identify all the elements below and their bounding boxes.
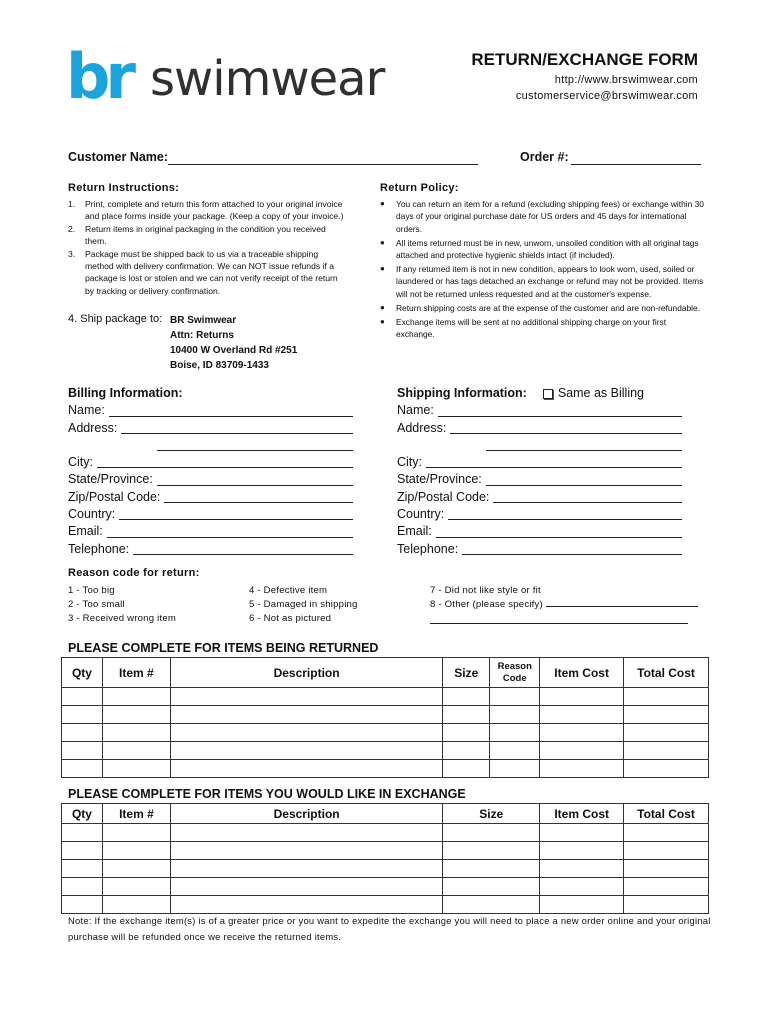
return-address (170, 313, 330, 373)
customer-name-label: Customer Name: (68, 150, 169, 164)
logo-br-mark: br (66, 40, 131, 113)
exchange-items-table (61, 803, 709, 914)
column-header: Description (170, 804, 443, 824)
table-cell-input[interactable] (62, 878, 103, 896)
returned-items-title: PLEASE COMPLETE FOR ITEMS BEING RETURNED (68, 641, 379, 655)
billing-address-field[interactable] (121, 433, 353, 434)
policy-text: All items returned must be in new, unworn, unsoiled condition with all original tags attached and protective hygienic shields intact (if included). (396, 237, 699, 261)
billing-field-row (68, 420, 353, 437)
column-header: Qty (62, 804, 103, 824)
billing-field-label: City: (68, 455, 93, 470)
instruction-item (68, 248, 348, 298)
column-header: Size (443, 658, 490, 688)
reason-code-column-2 (249, 584, 358, 627)
billing-state-province-field[interactable] (157, 485, 353, 486)
table-cell-input[interactable] (624, 860, 709, 878)
return-address-line: Boise, ID 83709-1433 (170, 360, 269, 371)
shipping-city-field[interactable] (426, 467, 682, 468)
table-cell-input[interactable] (443, 896, 540, 914)
bullet-icon: ● (380, 302, 385, 312)
reason-code-text: 4 - Defective item (249, 585, 328, 596)
instruction-number: 1. (68, 199, 76, 209)
table-cell-input[interactable] (624, 742, 709, 760)
reason-code-item (68, 612, 176, 626)
table-row (62, 842, 709, 860)
shipping-field-row (397, 402, 682, 419)
table-row (62, 824, 709, 842)
column-header: Reason Code (490, 658, 540, 688)
shipping-state-province-field[interactable] (486, 485, 682, 486)
shipping-field-row (397, 420, 682, 437)
table-cell-input[interactable] (170, 688, 443, 706)
column-header: Total Cost (624, 658, 709, 688)
table-row (62, 706, 709, 724)
table-cell-input[interactable] (102, 742, 170, 760)
table-cell-input[interactable] (443, 724, 490, 742)
table-row (62, 896, 709, 914)
column-header: Item Cost (540, 658, 624, 688)
ship-to-label: 4. Ship package to: (68, 313, 163, 325)
shipping-field-row (397, 471, 682, 488)
table-cell-input[interactable] (62, 860, 103, 878)
policy-text: Return shipping costs are at the expense of the customer and are non-refundable. (396, 302, 701, 313)
returned-items-table (61, 657, 709, 778)
table-cell-input[interactable] (540, 688, 624, 706)
billing-field-label: State/Province: (68, 472, 153, 487)
table-cell-input[interactable] (170, 742, 443, 760)
bullet-icon: ● (380, 264, 385, 274)
shipping-field-label: Country: (397, 507, 445, 522)
table-cell-input[interactable] (540, 742, 624, 760)
billing-field-row (68, 489, 353, 506)
reason-code-item (68, 598, 176, 612)
table-cell-input[interactable] (62, 706, 103, 724)
reason-code-item (430, 598, 710, 612)
reason-code-text: 5 - Damaged in shipping (249, 599, 358, 611)
reason-code-item (249, 584, 358, 598)
shipping-country-field[interactable] (448, 519, 682, 520)
return-instructions-title: Return Instructions: (68, 182, 180, 194)
table-cell-input[interactable] (490, 688, 540, 706)
table-cell-input[interactable] (490, 760, 540, 778)
column-header: Description (170, 658, 443, 688)
billing-field-row (68, 471, 353, 488)
policy-text: If any returned item is not in new condition, appears to look worn, used, soiled or laundered or has tags detached an exchange or refund may not be provided. Items will not be returned unless requested and at the customer's expense. (396, 264, 704, 299)
table-cell-input[interactable] (62, 842, 103, 860)
instruction-number: 3. (68, 248, 76, 259)
table-cell-input[interactable] (624, 824, 709, 842)
table-cell-input[interactable] (540, 824, 624, 842)
table-row (62, 760, 709, 778)
shipping-zip-postal-code-field[interactable] (493, 502, 682, 503)
table-row (62, 860, 709, 878)
reason-code-title: Reason code for return: (68, 567, 200, 579)
billing-title-text: Billing Information: (68, 386, 183, 400)
exchange-items-title: PLEASE COMPLETE FOR ITEMS YOU WOULD LIKE IN EXCHANGE (68, 787, 466, 801)
table-cell-input[interactable] (540, 878, 624, 896)
table-cell-input[interactable] (624, 842, 709, 860)
table-cell-input[interactable] (540, 842, 624, 860)
return-policy-list (380, 198, 705, 342)
table-cell-input[interactable] (170, 896, 443, 914)
logo-swimwear-wordmark: swimwear (150, 51, 385, 107)
bullet-icon: ● (380, 316, 385, 326)
billing-email-field[interactable] (107, 537, 353, 538)
shipping-name-field[interactable] (438, 416, 682, 417)
reason-code-text: 1 - Too big (68, 585, 115, 596)
table-cell-input[interactable] (170, 860, 443, 878)
shipping-address-field[interactable] (450, 433, 682, 434)
table-cell-input[interactable] (443, 878, 540, 896)
billing-field-label: Zip/Postal Code: (68, 489, 161, 504)
same-as-billing-label: Same as Billing (557, 386, 644, 400)
table-cell-input[interactable] (540, 760, 624, 778)
billing-field-row (68, 523, 353, 540)
table-cell-input[interactable] (490, 742, 540, 760)
return-address-line: BR Swimwear (170, 315, 237, 326)
table-cell-input[interactable] (443, 860, 540, 878)
table-cell-input[interactable] (102, 706, 170, 724)
table-row (62, 724, 709, 742)
billing-address-line-field[interactable] (157, 450, 353, 451)
table-row (62, 878, 709, 896)
billing-field-label: Email: (68, 524, 103, 539)
column-header: Item # (102, 658, 170, 688)
other-reason-field-line-2[interactable] (430, 623, 688, 624)
table-cell-input[interactable] (170, 824, 443, 842)
table-cell-input[interactable] (624, 706, 709, 724)
shipping-field-row (397, 454, 682, 471)
brand-logo (66, 40, 412, 113)
shipping-field-label: Address: (397, 420, 447, 435)
billing-field-row (68, 541, 353, 558)
policy-text: Exchange items will be sent at no additional shipping charge on your first exchange. (396, 316, 667, 340)
shipping-field-row (397, 437, 682, 454)
table-cell-input[interactable] (170, 706, 443, 724)
table-cell-input[interactable] (62, 760, 103, 778)
reason-code-text: 6 - Not as pictured (249, 613, 332, 625)
table-cell-input[interactable] (170, 760, 443, 778)
billing-country-field[interactable] (119, 519, 353, 520)
order-number-label: Order #: (520, 150, 569, 164)
column-header: Qty (62, 658, 103, 688)
return-address-line: Attn: Returns (170, 330, 234, 341)
table-cell-input[interactable] (540, 724, 624, 742)
return-address-line: 10400 W Overland Rd #251 (170, 345, 298, 356)
reason-code-item (430, 584, 710, 598)
table-cell-input[interactable] (443, 688, 490, 706)
customer-name-field[interactable] (168, 164, 478, 165)
policy-item (380, 198, 705, 235)
table-cell-input[interactable] (624, 878, 709, 896)
policy-item (380, 302, 705, 314)
policy-text: You can return an item for a refund (excluding shipping fees) or exchange within 30 days of your original purchase date for US orders and 45 days for international orders. (396, 199, 704, 234)
table-cell-input[interactable] (170, 842, 443, 860)
table-cell-input[interactable] (170, 724, 443, 742)
instruction-item (68, 198, 348, 223)
table-cell-input[interactable] (62, 742, 103, 760)
same-as-billing-checkbox[interactable] (543, 389, 553, 399)
billing-information (68, 385, 353, 558)
billing-name-field[interactable] (109, 416, 353, 417)
table-cell-input[interactable] (102, 688, 170, 706)
table-cell-input[interactable] (170, 878, 443, 896)
billing-field-label: Telephone: (68, 541, 130, 556)
table-cell-input[interactable] (540, 860, 624, 878)
billing-title (68, 385, 353, 402)
table-cell-input[interactable] (102, 824, 170, 842)
website-link[interactable]: http://www.brswimwear.com (554, 74, 698, 86)
billing-zip-postal-code-field[interactable] (164, 502, 353, 503)
table-cell-input[interactable] (62, 688, 103, 706)
reason-code-text: 7 - Did not like style or fit (430, 585, 541, 596)
billing-field-row (68, 437, 353, 454)
form-title: RETURN/EXCHANGE FORM (471, 50, 698, 69)
bullet-icon: ● (380, 237, 385, 247)
billing-field-row (68, 454, 353, 471)
return-instructions-list (68, 198, 348, 297)
shipping-field-label: Telephone: (397, 541, 459, 556)
billing-telephone-field[interactable] (133, 554, 353, 555)
shipping-information (397, 385, 682, 558)
table-cell-input[interactable] (62, 724, 103, 742)
billing-field-row (68, 506, 353, 523)
table-cell-input[interactable] (102, 860, 170, 878)
shipping-field-row (397, 489, 682, 506)
reason-code-text: 8 - Other (please specify) (430, 599, 543, 611)
exchange_table-header-row (62, 804, 709, 824)
instruction-text: Package must be shipped back to us via a traceable shipping method with delivery confirmation. We can NOT issue refunds if a package is lost or stolen and we can not verify receipt of the return by tracking or delivery confirmation. (85, 248, 338, 296)
policy-item (380, 263, 705, 300)
return-policy-title: Return Policy: (380, 182, 459, 194)
table-cell-input[interactable] (102, 896, 170, 914)
reason-code-column-1 (68, 584, 176, 627)
reason-code-text: 3 - Received wrong item (68, 613, 177, 625)
table-row (62, 688, 709, 706)
shipping-title (397, 385, 682, 402)
table-cell-input[interactable] (443, 824, 540, 842)
shipping-field-row (397, 506, 682, 523)
table-cell-input[interactable] (624, 688, 709, 706)
exchange-note: Note: If the exchange item(s) is of a greater price or you want to expedite the exchange you will need to place a new order online and your original purchase will be refunded once we receive the returned items. (68, 915, 711, 942)
table-cell-input[interactable] (624, 896, 709, 914)
shipping-field-label: Name: (397, 403, 434, 418)
table-cell-input[interactable] (443, 706, 490, 724)
billing-city-field[interactable] (97, 467, 353, 468)
shipping-field-label: Zip/Postal Code: (397, 489, 490, 504)
table-cell-input[interactable] (624, 724, 709, 742)
order-number-field[interactable] (571, 164, 701, 165)
reason-code-item (68, 584, 176, 598)
table-cell-input[interactable] (62, 896, 103, 914)
shipping-field-label: City: (397, 455, 422, 470)
reason-code-item (249, 612, 358, 626)
policy-item (380, 316, 705, 341)
reason-code-text: 2 - Too small (68, 599, 125, 611)
table-cell-input[interactable] (62, 824, 103, 842)
instruction-text: Return items in original packaging in the condition you received them. (85, 223, 326, 247)
table-cell-input[interactable] (102, 842, 170, 860)
table-row (62, 742, 709, 760)
billing-field-row (68, 402, 353, 419)
column-header: Item # (102, 804, 170, 824)
table-cell-input[interactable] (443, 742, 490, 760)
email-link[interactable]: customerservice@brswimwear.com (515, 90, 698, 102)
table-cell-input[interactable] (624, 760, 709, 778)
other-reason-field[interactable] (546, 606, 698, 607)
table-cell-input[interactable] (540, 896, 624, 914)
table-cell-input[interactable] (102, 760, 170, 778)
shipping-telephone-field[interactable] (462, 554, 682, 555)
table-cell-input[interactable] (443, 842, 540, 860)
shipping-field-label: Email: (397, 524, 432, 539)
table-cell-input[interactable] (102, 878, 170, 896)
reason-code-column-3 (430, 584, 710, 624)
shipping-field-label: State/Province: (397, 472, 482, 487)
table-cell-input[interactable] (102, 724, 170, 742)
column-header: Size (443, 804, 540, 824)
table-cell-input[interactable] (490, 724, 540, 742)
table-cell-input[interactable] (540, 706, 624, 724)
policy-item (380, 237, 705, 262)
shipping-title-text: Shipping Information: (397, 386, 527, 400)
shipping-field-row (397, 541, 682, 558)
shipping-address-line-field[interactable] (486, 450, 682, 451)
table-cell-input[interactable] (443, 760, 490, 778)
instruction-item (68, 223, 348, 248)
table-cell-input[interactable] (490, 706, 540, 724)
bullet-icon: ● (380, 199, 385, 208)
returned_table-header-row (62, 658, 709, 688)
instruction-text: Print, complete and return this form attached to your original invoice and place forms inside your package. (Keep a copy of your invoice.) (85, 199, 344, 222)
billing-field-label: Country: (68, 507, 116, 522)
billing-field-label: Address: (68, 420, 118, 435)
shipping-field-row (397, 523, 682, 540)
column-header: Item Cost (540, 804, 624, 824)
column-header: Total Cost (624, 804, 709, 824)
shipping-email-field[interactable] (436, 537, 682, 538)
billing-field-label: Name: (68, 403, 105, 418)
instruction-number: 2. (68, 223, 76, 234)
reason-code-item (249, 598, 358, 612)
